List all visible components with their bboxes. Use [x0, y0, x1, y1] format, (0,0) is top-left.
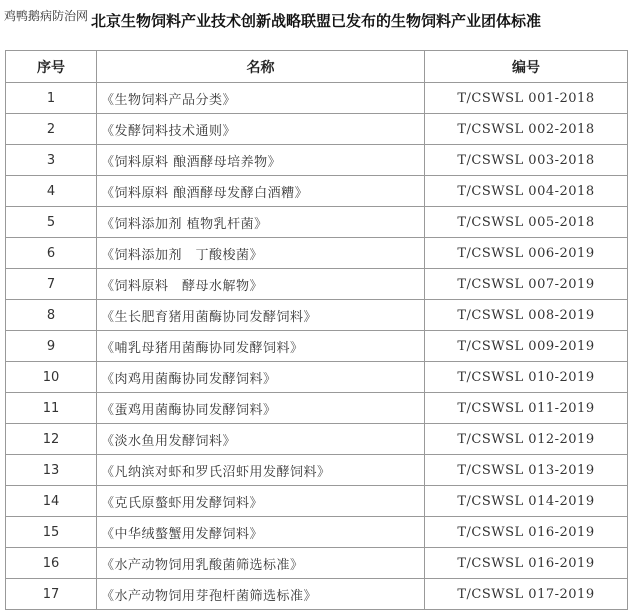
table-row: [6, 238, 628, 269]
row-code: T/CSWSL 017-2019: [425, 579, 628, 610]
row-name: 《哺乳母猪用菌酶协同发酵饲料》: [97, 331, 425, 362]
row-serial: 2: [6, 114, 97, 145]
row-serial: 4: [6, 176, 97, 207]
table-row: [6, 393, 628, 424]
row-code: T/CSWSL 006-2019: [425, 238, 628, 269]
row-code: T/CSWSL 016-2019: [425, 548, 628, 579]
standards-table: [5, 50, 628, 610]
row-serial: 6: [6, 238, 97, 269]
watermark-text: 鸡鸭鹅病防治网: [4, 9, 89, 23]
row-code: T/CSWSL 001-2018: [425, 83, 628, 114]
table-row: [6, 207, 628, 238]
table-row: [6, 579, 628, 610]
row-code: T/CSWSL 014-2019: [425, 486, 628, 517]
table-row: [6, 145, 628, 176]
table-row: [6, 362, 628, 393]
row-name: 《生长肥育猪用菌酶协同发酵饲料》: [97, 300, 425, 331]
table-row: [6, 83, 628, 114]
row-name: 《蛋鸡用菌酶协同发酵饲料》: [97, 393, 425, 424]
table-row: [6, 455, 628, 486]
row-name: 《饲料添加剂 植物乳杆菌》: [97, 207, 425, 238]
header-code: 编号: [425, 51, 628, 83]
table-row: [6, 517, 628, 548]
row-name: 《生物饲料产品分类》: [97, 83, 425, 114]
table-header-row: [6, 51, 628, 83]
row-code: T/CSWSL 010-2019: [425, 362, 628, 393]
row-code: T/CSWSL 009-2019: [425, 331, 628, 362]
page-title: 北京生物饲料产业技术创新战略联盟已发布的生物饲料产业团体标准: [90, 12, 541, 30]
row-serial: 14: [6, 486, 97, 517]
row-code: T/CSWSL 008-2019: [425, 300, 628, 331]
row-name: 《饲料添加剂 丁酸梭菌》: [97, 238, 425, 269]
row-name: 《饲料原料 酿酒酵母发酵白酒糟》: [97, 176, 425, 207]
row-code: T/CSWSL 011-2019: [425, 393, 628, 424]
row-serial: 10: [6, 362, 97, 393]
row-serial: 17: [6, 579, 97, 610]
row-code: T/CSWSL 003-2018: [425, 145, 628, 176]
row-name: 《克氏原螯虾用发酵饲料》: [97, 486, 425, 517]
table-row: [6, 176, 628, 207]
table-row: [6, 486, 628, 517]
row-code: T/CSWSL 002-2018: [425, 114, 628, 145]
header-serial: 序号: [6, 51, 97, 83]
row-name: 《淡水鱼用发酵饲料》: [97, 424, 425, 455]
row-serial: 12: [6, 424, 97, 455]
row-serial: 13: [6, 455, 97, 486]
row-serial: 3: [6, 145, 97, 176]
row-serial: 15: [6, 517, 97, 548]
row-name: 《水产动物饲用芽孢杆菌筛选标准》: [97, 579, 425, 610]
row-name: 《凡纳滨对虾和罗氏沼虾用发酵饲料》: [97, 455, 425, 486]
row-code: T/CSWSL 016-2019: [425, 517, 628, 548]
row-code: T/CSWSL 005-2018: [425, 207, 628, 238]
row-serial: 9: [6, 331, 97, 362]
table-row: [6, 300, 628, 331]
row-name: 《肉鸡用菌酶协同发酵饲料》: [97, 362, 425, 393]
row-serial: 7: [6, 269, 97, 300]
header-name: 名称: [97, 51, 425, 83]
table-row: [6, 269, 628, 300]
row-code: T/CSWSL 004-2018: [425, 176, 628, 207]
row-serial: 16: [6, 548, 97, 579]
row-name: 《饲料原料 酵母水解物》: [97, 269, 425, 300]
row-serial: 5: [6, 207, 97, 238]
table-row: [6, 548, 628, 579]
table-row: [6, 114, 628, 145]
table-row: [6, 331, 628, 362]
row-serial: 11: [6, 393, 97, 424]
row-code: T/CSWSL 013-2019: [425, 455, 628, 486]
row-name: 《发酵饲料技术通则》: [97, 114, 425, 145]
row-name: 《饲料原料 酿酒酵母培养物》: [97, 145, 425, 176]
row-serial: 1: [6, 83, 97, 114]
row-code: T/CSWSL 007-2019: [425, 269, 628, 300]
row-code: T/CSWSL 012-2019: [425, 424, 628, 455]
row-name: 《水产动物饲用乳酸菌筛选标准》: [97, 548, 425, 579]
table-row: [6, 424, 628, 455]
row-name: 《中华绒螯蟹用发酵饲料》: [97, 517, 425, 548]
row-serial: 8: [6, 300, 97, 331]
